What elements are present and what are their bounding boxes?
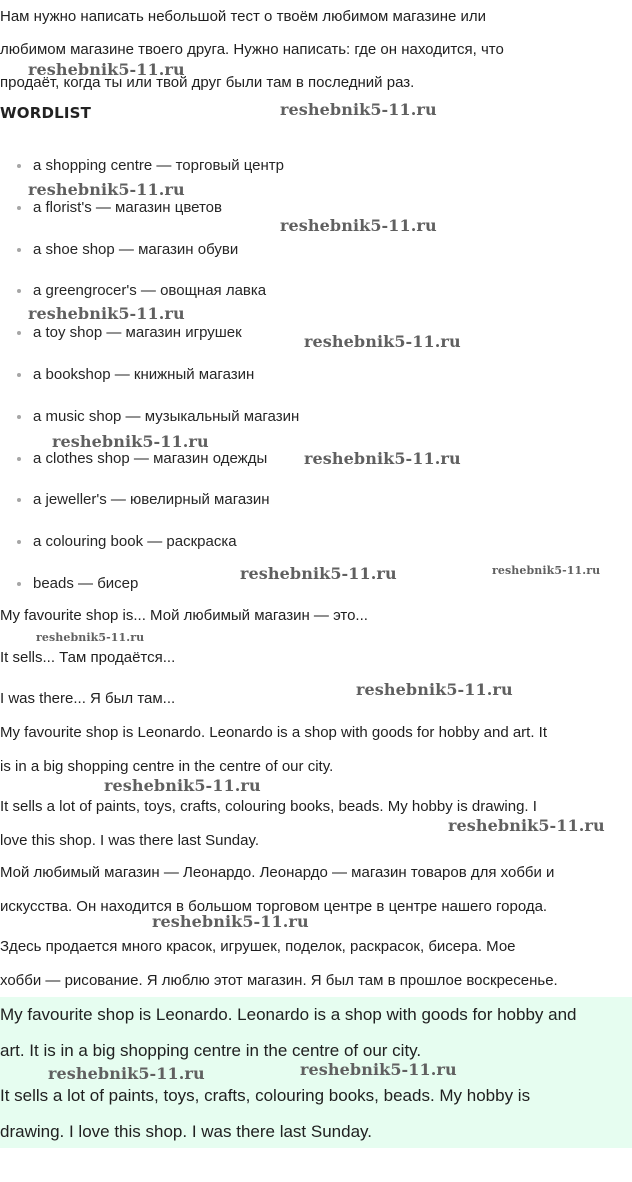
text-line-b: love this shop. I was there last Sunday. [0,832,260,849]
text-line-a: My favourite shop is Leonardo. Leonardo is a shop with goods for hobby and art. It [0,724,548,741]
answer-paragraph [0,1078,632,1150]
text-line [0,716,632,784]
text-line-b: хобби — рисование. Я люблю этот магазин. Я был там в прошлое воскресенье. [0,972,558,989]
watermark: reshebnik5-11.ru [240,564,397,583]
watermark: reshebnik5-11.ru [304,332,461,351]
watermark: reshebnik5-11.ru [52,432,209,451]
intro-line: Нам нужно написать небольшой тест о твоём любимом магазине или [0,8,487,25]
text-line-a: It sells a lot of paints, toys, crafts, colouring books, beads. My hobby is drawing. I [0,798,537,815]
prompt-line: My favourite shop is... Мой любимый магазин — это... [0,607,368,624]
wordlist-item: a bookshop — книжный магазин [0,359,632,401]
watermark: reshebnik5-11.ru [280,100,437,119]
text-line-a: Здесь продается много красок, игрушек, поделок, раскрасок, бисера. Мое [0,938,516,955]
watermark: reshebnik5-11.ru [28,60,185,79]
wordlist-item: a jeweller's — ювелирный магазин [0,484,632,526]
sentence-prompts [0,599,632,724]
wordlist-item: a colouring book — раскраска [0,526,632,568]
english-text [0,716,632,858]
answer-line: drawing. I love this shop. I was there last Sunday. [0,1122,372,1141]
text-line-b: is in a big shopping centre in the centre of our city. [0,758,334,775]
watermark: reshebnik5-11.ru [152,912,309,931]
wordlist-item: a toy shop — магазин игрушек [0,317,632,359]
intro-line: любимом магазине твоего друга. Нужно написать: где он находится, что [0,41,504,58]
answer-line: art. It is in a big shopping centre in the centre of our city. [0,1041,422,1060]
wordlist-heading: WORDLIST [0,104,92,122]
text-line-b: искусства. Он находится в большом торговом центре в центре нашего города. [0,898,548,915]
wordlist-item: a shoe shop — магазин обуви [0,234,632,276]
prompt-line: It sells... Там продаётся... [0,649,176,666]
watermark: reshebnik5-11.ru [104,776,261,795]
russian-translation [0,856,632,998]
wordlist-item: beads — бисер [0,568,632,610]
watermark: reshebnik5-11.ru [28,304,185,323]
wordlist-item: a shopping centre — торговый центр [0,150,632,192]
text-line [0,930,632,998]
answer-line: It sells a lot of paints, toys, crafts, colouring books, beads. My hobby is [0,1086,531,1105]
watermark: reshebnik5-11.ru [28,180,185,199]
intro-paragraph [0,0,632,99]
wordlist-item: a clothes shop — магазин одежды [0,443,632,485]
watermark: reshebnik5-11.ru [36,631,145,644]
watermark: reshebnik5-11.ru [356,680,513,699]
watermark: reshebnik5-11.ru [492,564,601,577]
answer-paragraph [0,997,632,1069]
watermark: reshebnik5-11.ru [304,449,461,468]
answer-line: My favourite shop is Leonardo. Leonardo is a shop with goods for hobby and [0,1005,577,1024]
intro-line: продаёт, когда ты или твой друг были там в последний раз. [0,74,415,91]
prompt-line: I was there... Я был там... [0,690,176,707]
watermark: reshebnik5-11.ru [300,1060,457,1079]
wordlist-item: a music shop — музыкальный магазин [0,401,632,443]
watermark: reshebnik5-11.ru [448,816,605,835]
wordlist-item: a florist's — магазин цветов [0,192,632,234]
wordlist-item: a greengrocer's — овощная лавка [0,275,632,317]
watermark: reshebnik5-11.ru [280,216,437,235]
text-line [0,856,632,924]
text-line-a: Мой любимый магазин — Леонардо. Леонардо — магазин товаров для хобби и [0,864,555,881]
watermark: reshebnik5-11.ru [48,1064,205,1083]
